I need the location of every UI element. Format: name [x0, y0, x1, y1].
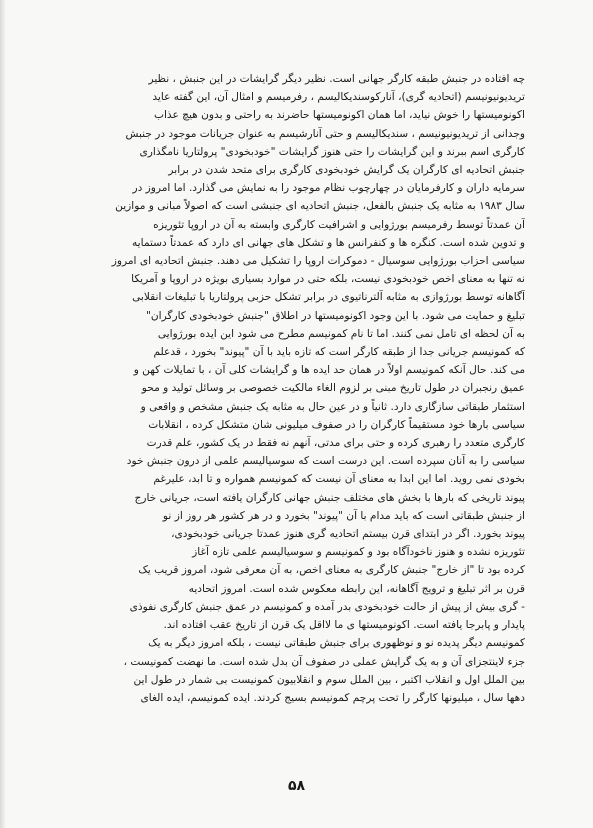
text-line: پیوند بخورد. اگر در ابتدای قرن بیستم اتحادیه گری هنوز عمدتا جریانی خودبخودی،: [171, 528, 525, 541]
text-line: استثمار طبقاتی سازگاری دارد. ثانیاً و در عین حال به مثابه یک جنبش مشخص و واقعی و: [140, 400, 525, 413]
text-line: آگاهانه توسط بورژوازی به مثابه آلترناتیوی در برابر تشکل حزبی پرولتاریا با تبلیغات انقلابی: [132, 291, 525, 304]
text-line: سیاسی احزاب بورژوایی سوسیال - دموکرات اروپا را تشکیل می دهند. جنبش اتحادیه ای امروز: [111, 255, 525, 268]
text-line: بخودی نمی روید. اما این ابدا به معنای آن نیست که کمونیسم همواره و تا ابد، علیرغم: [153, 473, 525, 486]
text-line: پایدار و پابرجا یافته است. اکونومیستها ی ما لااقل یک قرن از تاریخ عقب افتاده اند.: [163, 619, 525, 632]
text-line: و تدوین شده است. کنگره ها و کنفرانس ها و تشکل های جهانی ای دارد که عمدتاً دستمایه: [132, 236, 525, 249]
text-line: از جنبش طبقاتی است که باید مدام با آن "پیوند" بخورد و در هر کشور هر روز از نو: [162, 509, 525, 522]
text-line: جزء لاینتجزای آن و به یک گرایش عملی در صفوف آن بدل شده است. ما نهضت کمونیست ،: [123, 655, 525, 668]
text-line: پیوند تاریخی که بارها با بخش های مختلف جنبش جهانی کارگران یافته است، جریانی خارج: [134, 491, 525, 504]
page-number: ۵۸: [287, 778, 306, 794]
text-line: آن عمدتاً توسط رفرمیسم بورژوایی و اشرافیت کارگری وابسته به آن در اروپا تئوریزه: [153, 218, 525, 231]
text-line: سرمایه داران و کارفرمایان در چهارچوب نظام موجود را به نمایش می گذارد. اما امروز در: [132, 182, 525, 195]
body-text: [70, 70, 525, 707]
text-line: اکونومیستها را خوش نیاید، اما همان اکونومیستها حاضرند به راحتی و بدون هیچ عذاب: [153, 109, 525, 122]
text-line: به آن لحظه ای تامل نمی کنند. اما تا نام کمونیسم مطرح می شود این ایده بورژوایی: [157, 327, 525, 340]
text-line: که کمونیسم جریانی جدا از طبقه کارگر است که تازه باید با آن "پیوند" بخورد ، قدعلم: [153, 346, 525, 359]
text-line: کرده بود تا "از خارج" جنبش کارگری به معنای اخص، به آن معرفی شود، امروز قریب یک: [138, 564, 525, 577]
text-line: کارگری اسم ببرند و این گرایشات را حتی هنوز گرایشات "خودبخودی" پرولتاریا نامگذاری: [139, 145, 525, 158]
text-line: جنبش اتحادیه ای کارگران یک گرایش خودبخودی کارگری برای متحد شدن در برابر: [168, 164, 525, 177]
text-line: قرن بر اثر تبلیغ و ترویج آگاهانه، این رابطه معکوس شده است. امروز اتحادیه: [188, 582, 525, 595]
text-line: - گری بیش از پیش از حالت خودبخودی بدر آمده و کمونیسم در عمق جنبش کارگری نفوذی: [129, 600, 525, 613]
text-line: بین الملل اول و انقلاب اکتبر ، بین الملل سوم و انقلابیون کمونیست بی شمار در طول این: [133, 673, 525, 686]
text-line: وجدانی از تریدیونیونیسم ، سندیکالیسم و حتی آنارشیسم به عنوان جریانات موجود در جنبش: [125, 127, 525, 140]
text-line: تئوریزه نشده و هنوز ناخودآگاه بود و کمونیسم و سوسیالیسم علمی تازه آغاز: [192, 546, 525, 559]
text-line: دهها سال ، میلیونها کارگر را تحت پرچم کمونیسم بسیج کردند. ایده کمونیسم، ایده الغای: [140, 691, 525, 704]
text-line: سیاسی بارها خود مستقیماً کارگران را در صفوف میلیونی شان متشکل کرده ، انقلابات: [148, 418, 525, 431]
text-line: سیاسی را به آنان سپرده است. این درست است که سوسیالیسم علمی از درون جنبش خود: [126, 455, 525, 468]
text-line: کمونیسم دیگر پدیده نو و نوظهوری برای جنبش طبقاتی نیست ، بلکه امروز دیگر به یک: [148, 637, 525, 650]
text-line: عمیق رنجبران در طول تاریخ مبنی بر لزوم الغاء مالکیت خصوصی بر وسائل تولید و محو: [141, 382, 525, 395]
page-fold-shadow: [0, 0, 6, 828]
text-line: نه تنها به معنای اخص خودبخودی نیست، بلکه حتی در موارد بسیاری بویژه در اروپا و آمریکا: [131, 273, 525, 286]
text-line: چه افتاده در جنبش طبقه کارگر جهانی است. نظیر دیگر گرایشات در این جنبش ، نظیر: [148, 73, 525, 85]
text-line: سال ۱۹۸۳ به مثابه یک جنبش بالفعل، جنبش اتحادیه ای جنبشی است که اصولاً مبانی و موازین: [115, 200, 525, 213]
text-line: تبلیغ و حمایت می شود. با این وجود اکونومیستها در اطلاق "جنبش خودبخودی کارگران": [145, 309, 525, 322]
text-line: تریدیونیونیسم (اتحادیه گری)، آنارکوسندیکالیسم ، رفرمیسم و امثال آن، این گفته عاید: [152, 91, 525, 104]
text-line: می کند. حال آنکه کمونیسم اولاً در همان حد ایده ها و گرایشات کلی آن ، با تمایلات کهن و: [133, 364, 525, 377]
text-line: کارگری متعدد را رهبری کرده و حتی برای مدتی، آنهم نه فقط در یک کشور، علم قدرت: [146, 437, 525, 450]
